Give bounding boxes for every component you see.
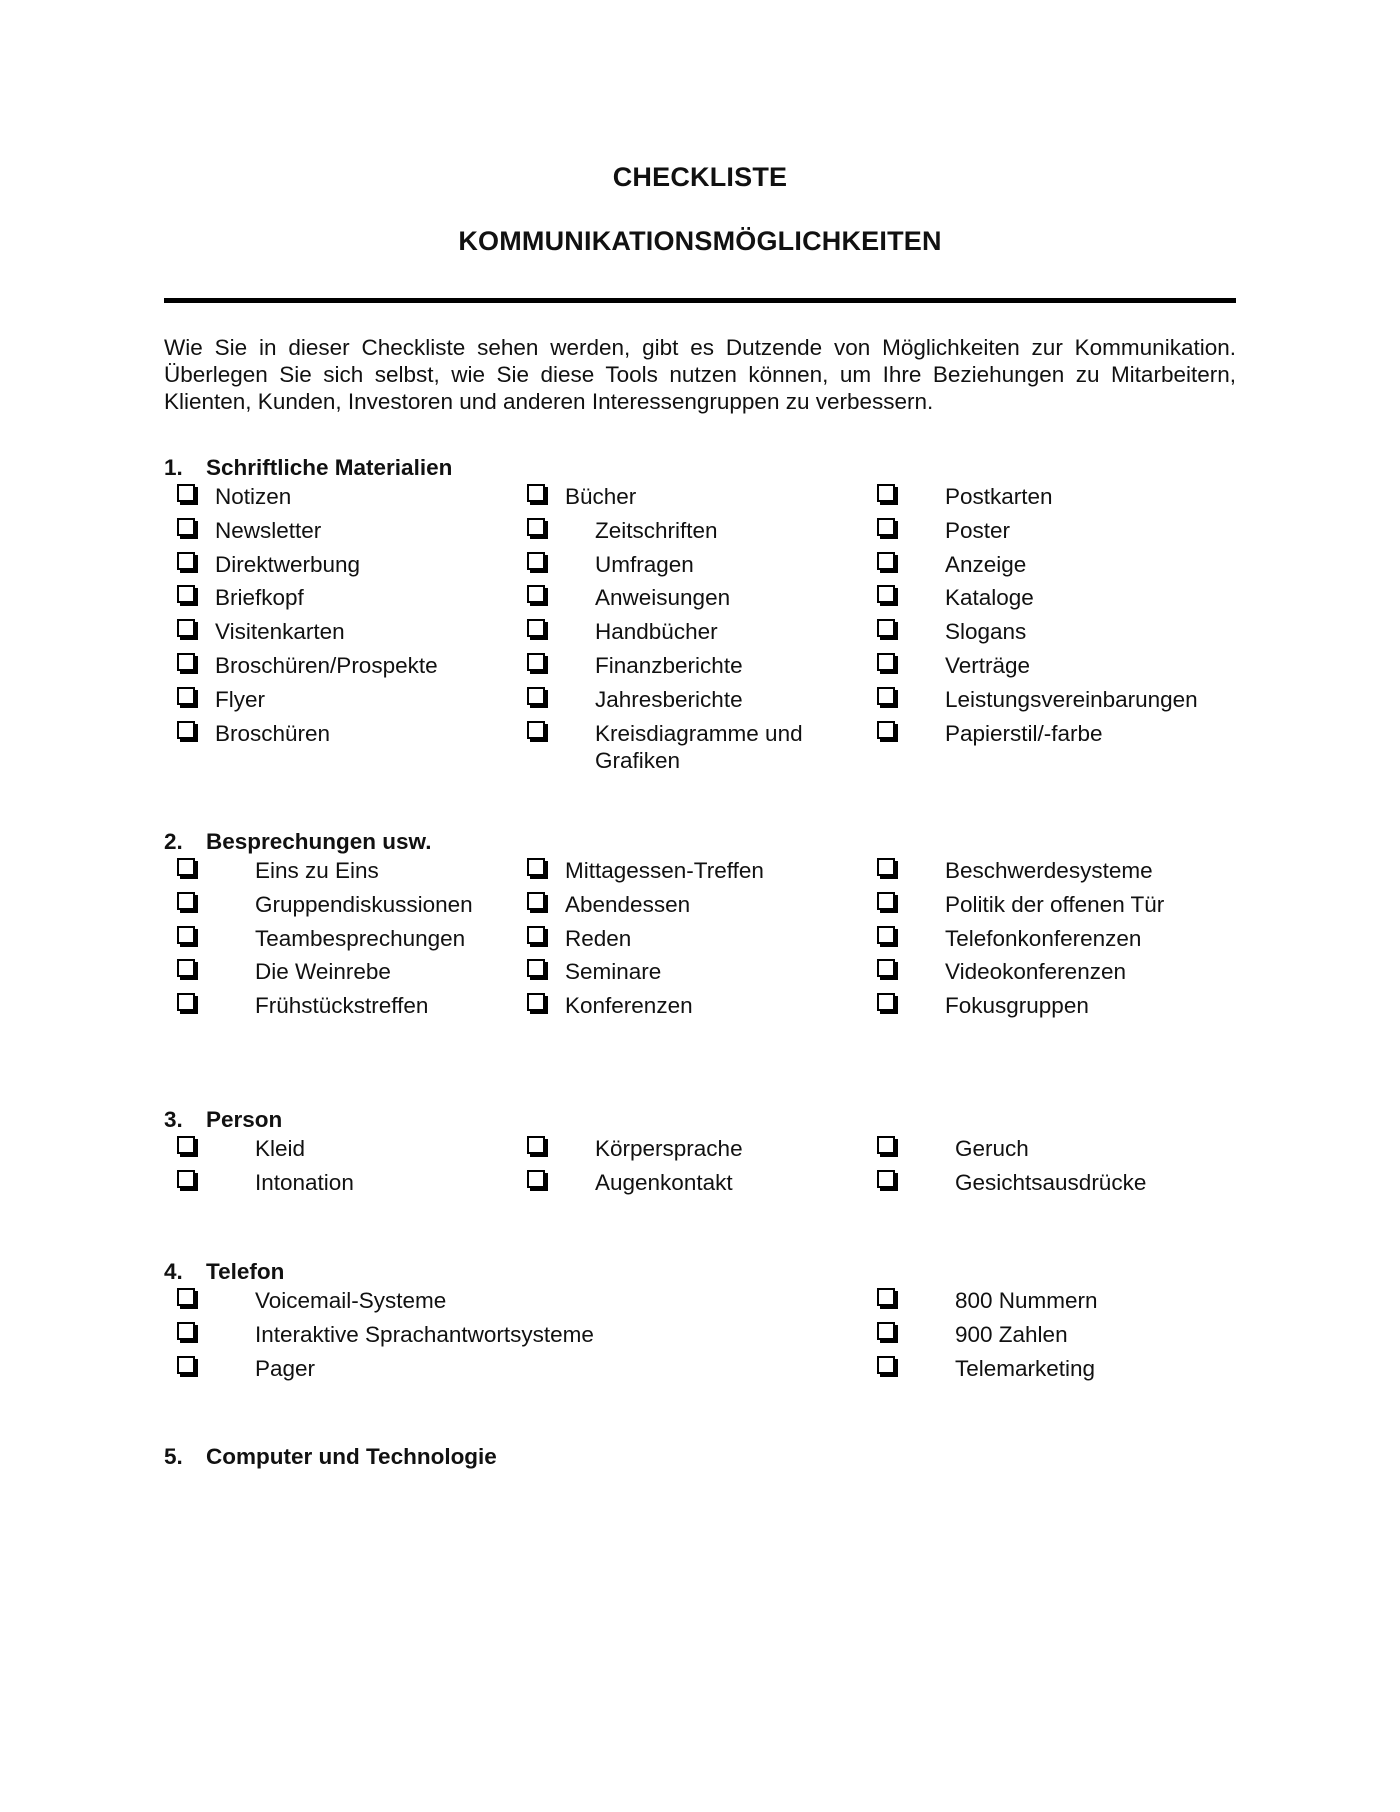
checklist-item-label: Newsletter bbox=[215, 517, 322, 543]
checkbox[interactable] bbox=[527, 484, 545, 502]
checkbox[interactable] bbox=[877, 993, 895, 1011]
checkbox[interactable] bbox=[877, 959, 895, 977]
section-heading bbox=[164, 1441, 1244, 1472]
checklist-item-label: Beschwerdesysteme bbox=[945, 858, 1153, 883]
checkbox[interactable] bbox=[177, 892, 195, 910]
checklist-item-label: Geruch bbox=[955, 1136, 1029, 1161]
checklist-item-label: Telefonkonferenzen bbox=[945, 925, 1142, 951]
section-heading bbox=[164, 1104, 1244, 1135]
checklist-item-label: Abendessen bbox=[565, 891, 691, 917]
section-title: Besprechungen usw. bbox=[206, 829, 432, 854]
checklist-item-label: Telemarketing bbox=[955, 1355, 1096, 1381]
checkbox[interactable] bbox=[527, 1170, 545, 1188]
checklist-item-label: Postkarten bbox=[945, 484, 1053, 509]
checkbox[interactable] bbox=[877, 892, 895, 910]
checklist-item-label: Slogans bbox=[945, 619, 1027, 645]
checkbox[interactable] bbox=[527, 926, 545, 944]
checkbox[interactable] bbox=[177, 959, 195, 977]
checklist-item-label: Konferenzen bbox=[565, 993, 693, 1019]
checkbox[interactable] bbox=[527, 858, 545, 876]
checkbox[interactable] bbox=[527, 993, 545, 1011]
checklist-item-label: Die Weinrebe bbox=[255, 959, 391, 985]
section-number: 4. bbox=[164, 1259, 183, 1284]
checkbox[interactable] bbox=[177, 518, 195, 536]
section-title: Computer und Technologie bbox=[206, 1444, 497, 1469]
checkbox[interactable] bbox=[877, 619, 895, 637]
divider bbox=[164, 298, 1236, 303]
checkbox[interactable] bbox=[877, 687, 895, 705]
checklist-item-label: Frühstückstreffen bbox=[255, 993, 429, 1019]
checklist-item-label: Leistungsvereinbarungen bbox=[945, 686, 1198, 712]
checklist-item-label: Visitenkarten bbox=[215, 619, 345, 645]
section-3 bbox=[164, 1104, 1244, 1195]
checkbox[interactable] bbox=[177, 484, 195, 502]
section-number: 3. bbox=[164, 1107, 183, 1132]
checklist-item-label: Kataloge bbox=[945, 585, 1034, 611]
checklist-item-label: Mittagessen-Treffen bbox=[565, 858, 764, 883]
checklist-item-label: Direktwerbung bbox=[215, 551, 361, 577]
checkbox[interactable] bbox=[527, 892, 545, 910]
checklist-item-label: Anzeige bbox=[945, 551, 1027, 577]
page-subtitle: KOMMUNIKATIONSMÖGLICHKEITEN bbox=[458, 226, 942, 256]
checklist-item-label: Politik der offenen Tür bbox=[945, 891, 1165, 917]
checkbox[interactable] bbox=[177, 552, 195, 570]
checklist-item-label: Papierstil/-farbe bbox=[945, 720, 1103, 746]
checklist-item-label: Pager bbox=[255, 1355, 316, 1381]
checkbox[interactable] bbox=[177, 619, 195, 637]
checkbox[interactable] bbox=[177, 993, 195, 1011]
checklist-item-label: Briefkopf bbox=[215, 585, 304, 611]
page-title: CHECKLISTE bbox=[612, 162, 788, 192]
checkbox[interactable] bbox=[877, 858, 895, 876]
checkbox[interactable] bbox=[177, 858, 195, 876]
checkbox[interactable] bbox=[177, 1136, 195, 1154]
checklist-item-label: Verträge bbox=[945, 652, 1031, 678]
checkbox[interactable] bbox=[177, 1322, 195, 1340]
checkbox[interactable] bbox=[877, 518, 895, 536]
section-title: Schriftliche Materialien bbox=[206, 455, 453, 480]
checklist-item-label: Kreisdiagramme und Grafiken bbox=[595, 720, 803, 773]
checklist-item-label: Seminare bbox=[565, 959, 662, 985]
checkbox[interactable] bbox=[527, 585, 545, 603]
checkbox[interactable] bbox=[527, 619, 545, 637]
checklist-item-label: Eins zu Eins bbox=[255, 858, 379, 883]
checklist-item-label: Teambesprechungen bbox=[255, 925, 466, 951]
checkbox[interactable] bbox=[527, 959, 545, 977]
section-title: Telefon bbox=[206, 1259, 285, 1284]
checklist-item-label: Intonation bbox=[255, 1169, 354, 1195]
checklist-item-label: Broschüren bbox=[215, 720, 331, 746]
checkbox[interactable] bbox=[877, 484, 895, 502]
section-1 bbox=[164, 452, 1244, 773]
checkbox[interactable] bbox=[877, 1322, 895, 1340]
section-heading bbox=[164, 1256, 1244, 1287]
checklist-item-label: 800 Nummern bbox=[955, 1288, 1098, 1313]
checklist-item-label: Körpersprache bbox=[595, 1136, 743, 1161]
checklist-item-label: Poster bbox=[945, 517, 1011, 543]
checklist-item-label: 900 Zahlen bbox=[955, 1321, 1068, 1347]
checkbox[interactable] bbox=[527, 721, 545, 739]
checklist-item-label: Kleid bbox=[255, 1136, 306, 1161]
checkbox[interactable] bbox=[527, 653, 545, 671]
section-number: 2. bbox=[164, 829, 183, 854]
checkbox[interactable] bbox=[877, 1288, 895, 1306]
checkbox[interactable] bbox=[877, 1170, 895, 1188]
checkbox[interactable] bbox=[177, 687, 195, 705]
section-number: 5. bbox=[164, 1444, 183, 1469]
checklist-item-label: Umfragen bbox=[595, 551, 694, 577]
checkbox[interactable] bbox=[177, 1170, 195, 1188]
checkbox[interactable] bbox=[177, 926, 195, 944]
checklist-item-label: Anweisungen bbox=[595, 585, 731, 611]
checklist-item-label: Bücher bbox=[565, 484, 637, 509]
checklist-item-label: Gesichtsausdrücke bbox=[955, 1169, 1147, 1195]
checklist-item-label: Reden bbox=[565, 925, 632, 951]
section-2 bbox=[164, 826, 1244, 1019]
checklist-item-label: Voicemail-Systeme bbox=[255, 1288, 447, 1313]
checkbox[interactable] bbox=[877, 1136, 895, 1154]
section-heading bbox=[164, 452, 1244, 483]
checklist-item-label: Notizen bbox=[215, 484, 292, 509]
checkbox[interactable] bbox=[877, 585, 895, 603]
checkbox[interactable] bbox=[877, 1356, 895, 1374]
checkbox[interactable] bbox=[877, 653, 895, 671]
checkbox[interactable] bbox=[877, 552, 895, 570]
checkbox[interactable] bbox=[177, 721, 195, 739]
checklist-item-label: Fokusgruppen bbox=[945, 993, 1089, 1019]
section-5 bbox=[164, 1441, 1244, 1472]
checkbox[interactable] bbox=[177, 653, 195, 671]
checklist-item-label: Handbücher bbox=[595, 619, 718, 645]
checkbox[interactable] bbox=[527, 1136, 545, 1154]
section-heading bbox=[164, 826, 1244, 857]
checklist-item-label: Jahresberichte bbox=[595, 686, 743, 712]
checklist-item-label: Zeitschriften bbox=[595, 517, 718, 543]
checkbox[interactable] bbox=[177, 585, 195, 603]
checkbox[interactable] bbox=[177, 1356, 195, 1374]
checkbox[interactable] bbox=[177, 1288, 195, 1306]
checkbox[interactable] bbox=[877, 721, 895, 739]
checklist-item-label: Gruppendiskussionen bbox=[255, 891, 473, 917]
checklist-item-label: Broschüren/Prospekte bbox=[215, 652, 438, 678]
checkbox[interactable] bbox=[877, 926, 895, 944]
section-number: 1. bbox=[164, 455, 183, 480]
checklist-item-label: Flyer bbox=[215, 686, 265, 712]
checklist-item-label: Augenkontakt bbox=[595, 1169, 733, 1195]
section-4 bbox=[164, 1256, 1244, 1381]
checklist-item-label: Interaktive Sprachantwortsysteme bbox=[255, 1321, 594, 1347]
checklist-item-label: Finanzberichte bbox=[595, 652, 743, 678]
checkbox[interactable] bbox=[527, 687, 545, 705]
intro-paragraph: Wie Sie in dieser Checkliste sehen werden, gibt es Dutzende von Möglichkeiten zur Kommunikation. Überlegen Sie sich selbst, wie Sie diese Tools nutzen können, um Ihre Beziehungen zu Mitarbeitern, Klienten, Kunden, Investoren und anderen Interessengruppen zu verbessern. bbox=[164, 335, 1236, 414]
section-title: Person bbox=[206, 1107, 283, 1132]
checklist-item-label: Videokonferenzen bbox=[945, 959, 1126, 985]
checkbox[interactable] bbox=[527, 552, 545, 570]
checkbox[interactable] bbox=[527, 518, 545, 536]
